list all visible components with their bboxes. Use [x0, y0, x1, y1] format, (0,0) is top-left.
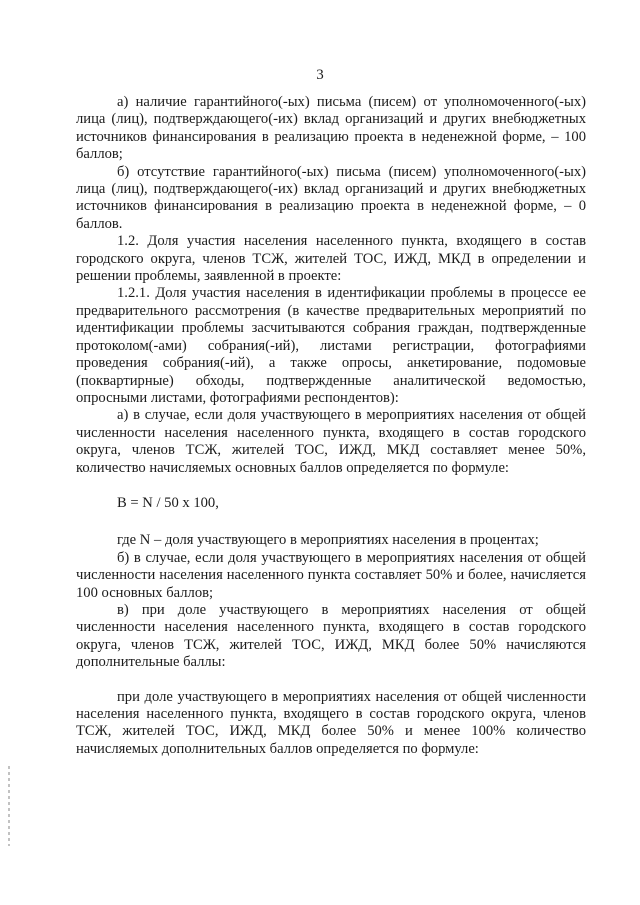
paragraph-formula-legend: где N – доля участвующего в мероприятиях населения в процентах;: [117, 532, 539, 549]
paragraph-case-a: а) в случае, если доля участвующего в мероприятиях населения от общей численности населения населенного пункта, входящего в состав городского округа, членов ТСЖ, жителей ТОС, ИЖД, МКД составляет менее 50%, количество начисляемых основных баллов определяется по формуле:: [76, 407, 586, 476]
paragraph-case-b: б) в случае, если доля участвующего в мероприятиях населения от общей численности населения населенного пункта составляет 50% и более, начисляется 100 основных баллов;: [76, 549, 586, 601]
paragraph-section-1-2-1: 1.2.1. Доля участия населения в идентификации проблемы в процессе ее предварительного рассмотрения (в качестве предварительных мероприятий по идентификации проблемы засчитываются собрания граждан, подтвержденные протоколом(-ами) собрания(-ий), листами регистрации, фотографиями проведения собрания(-ий), а также опросы, анкетирование, подомовые (поквартирные) обходы, подтвержденные аналитической ведомостью, опросными листами, фотографиями респондентов):: [76, 285, 586, 406]
scan-margin-artifact: [8, 766, 10, 846]
paragraph-section-1-2: 1.2. Доля участия населения населенного пункта, входящего в состав городского округа, членов ТСЖ, жителей ТОС, ИЖД, МКД в определении и решении проблемы, заявленной в проекте:: [76, 233, 586, 285]
paragraph-case-v: в) при доле участвующего в мероприятиях населения от общей численности населения населенного пункта, входящего в состав городского округа, членов ТСЖ, жителей ТОС, ИЖД, МКД более 50% начисляются дополнительные баллы:: [76, 601, 586, 671]
paragraph-guarantee-letter-present: а) наличие гарантийного(-ых) письма (писем) от уполномоченного(-ых) лица (лиц), подтверждающего(-их) вклад организаций и других внебюджетных источников финансирования в реализацию проекта в неденежной форме, – 100 баллов;: [76, 94, 586, 163]
document-body: [76, 94, 586, 758]
formula: B = N / 50 x 100,: [117, 494, 219, 511]
paragraph-additional-points: при доле участвующего в мероприятиях населения от общей численности населения населенного пункта, входящего в состав городского округа, членов ТСЖ, жителей ТОС, ИЖД, МКД более 50% и менее 100% количество начисляемых дополнительных баллов определяется по формуле:: [76, 688, 586, 757]
paragraph-guarantee-letter-absent: б) отсутствие гарантийного(-ых) письма (писем) уполномоченного(-ых) лица (лиц), подтверждающего(-их) вклад организаций и других внебюджетных источников финансирования в реализацию проекта в неденежной форме, – 0 баллов.: [76, 163, 586, 232]
page-number: 3: [316, 67, 324, 83]
